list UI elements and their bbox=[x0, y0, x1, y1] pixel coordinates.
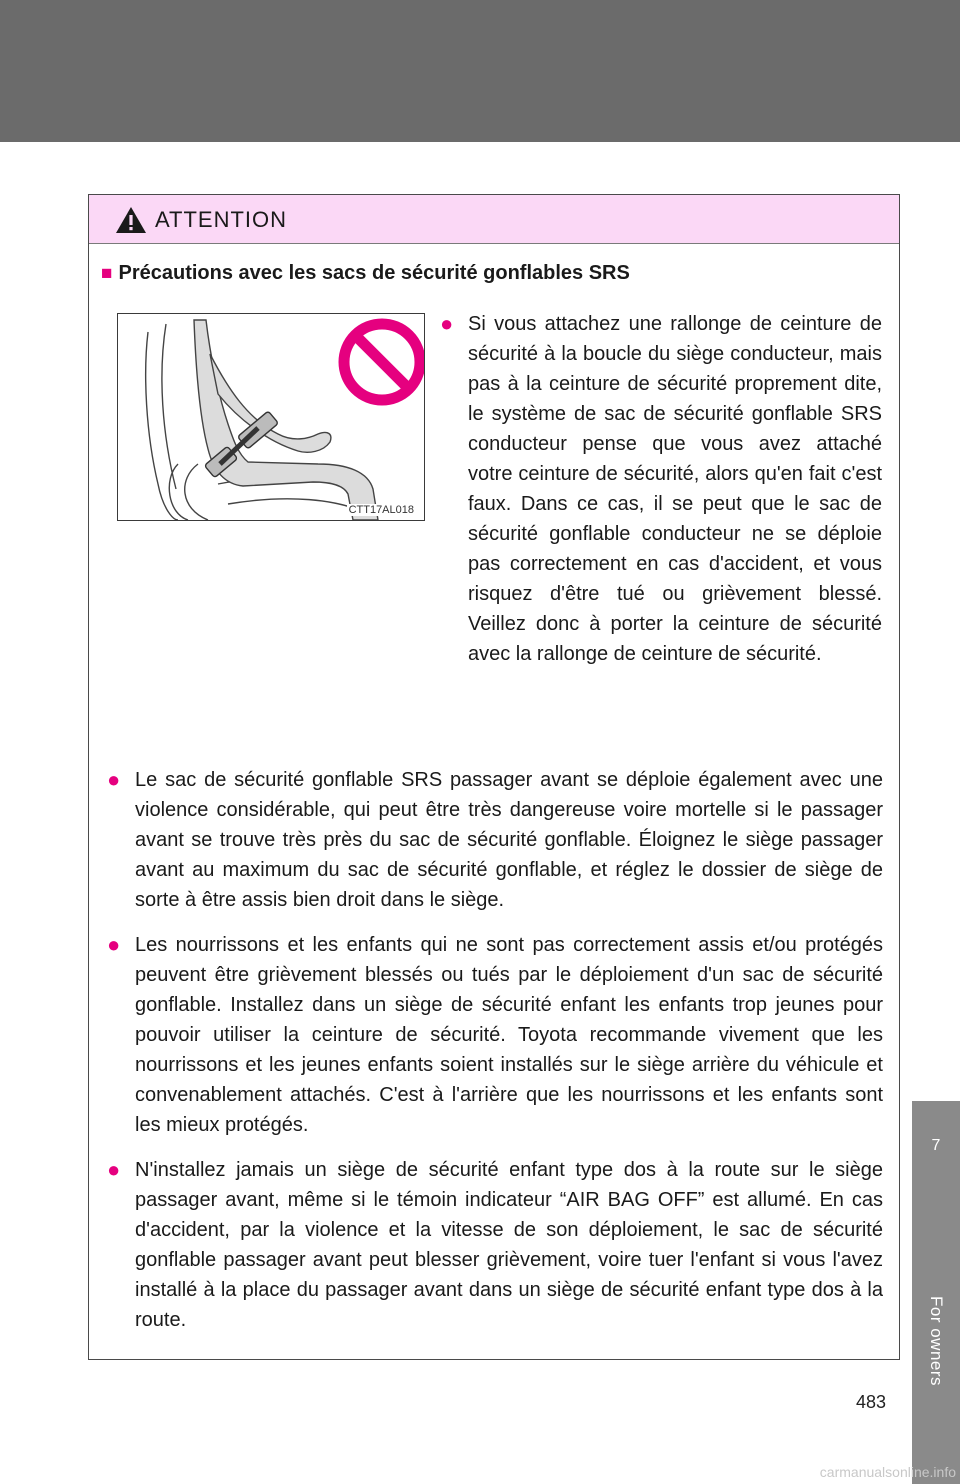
warning-triangle-icon bbox=[115, 206, 147, 234]
header-band bbox=[0, 0, 960, 142]
watermark: carmanualsonline.info bbox=[819, 1464, 956, 1480]
bullet-dot-icon: ● bbox=[107, 767, 121, 792]
bullet-dot-icon: ● bbox=[107, 932, 121, 957]
page-number: 483 bbox=[855, 1392, 886, 1412]
figure-code: CTT17AL018 bbox=[348, 504, 414, 516]
section-title bbox=[101, 262, 630, 285]
chapter-number: 7 bbox=[931, 1137, 941, 1154]
bullet-dot-icon: ● bbox=[107, 1157, 121, 1182]
bullet-dot-icon: ● bbox=[440, 311, 454, 336]
bullet-text: Si vous attachez une rallonge de ceinture de sécurité à la boucle du siège conducteur, mais pas à la ceinture de sécurité proprement dite, le système de sac de sécurité gonflable SRS conducteur pense que vous avez attaché votre ceinture de sécurité, alors qu'en fait c'est faux. Dans ce cas, il se peut que le sac de sécurité gonflable conducteur ne se déploie pas correctement en cas d'accident, et vous risquez d'être tué ou grièvement blessé. Veillez donc à porter la ceinture de sécurité avec la rallonge de ceinture de sécurité. bbox=[468, 313, 882, 665]
seatbelt-drawing bbox=[118, 314, 424, 520]
attention-box bbox=[88, 194, 900, 1360]
bullet-item bbox=[107, 765, 883, 915]
attention-header bbox=[89, 195, 899, 244]
side-bullet bbox=[440, 309, 882, 669]
square-marker-icon: ■ bbox=[101, 263, 113, 284]
bullet-text: Le sac de sécurité gonflable SRS passager avant se déploie également avec une violence considérable, qui peut être très dangereuse voire mortelle si le passager avant se trouve très près du sac de sécurité gonflable. Éloignez le siège passager avant au maximum du sac de sécurité gonflable, et réglez le dossier de siège de sorte à être assis bien droit dans le siège. bbox=[135, 769, 883, 911]
section-title-text: Précautions avec les sacs de sécurité gonflables SRS bbox=[118, 262, 630, 284]
bullet-text: N'installez jamais un siège de sécurité enfant type dos à la route sur le siège passager avant, même si le témoin indicateur “AIR BAG OFF” est allumé. En cas d'accident, par la violence et la vitesse de son déploiement, le sac de sécurité gonflable passager avant peut blesser grièvement, voire tuer l'enfant si vous l'avez installé à la place du passager avant dans un siège de sécurité enfant type dos à la route. bbox=[135, 1159, 883, 1331]
chapter-label: For owners bbox=[927, 1295, 946, 1387]
attention-title: ATTENTION bbox=[155, 207, 288, 232]
bullet-item bbox=[107, 930, 883, 1140]
bullet-item bbox=[107, 1155, 883, 1335]
bullet-list bbox=[107, 765, 883, 1350]
bullet-item bbox=[440, 309, 882, 669]
seatbelt-illustration bbox=[117, 313, 425, 521]
bullet-text: Les nourrissons et les enfants qui ne sont pas correctement assis et/ou protégés peuvent être grièvement blessés ou tués par le déploiement d'un sac de sécurité gonflable. Installez dans un siège de sécurité enfant les enfants trop jeunes pour pouvoir utiliser la ceinture de sécurité. Toyota recommande vivement que les nourrissons et les jeunes enfants soient installés sur le siège arrière du véhicule et convenablement attachés. C'est à l'arrière que les nourrissons et les enfants sont les mieux protégés. bbox=[135, 934, 883, 1136]
chapter-tab bbox=[912, 1101, 960, 1484]
